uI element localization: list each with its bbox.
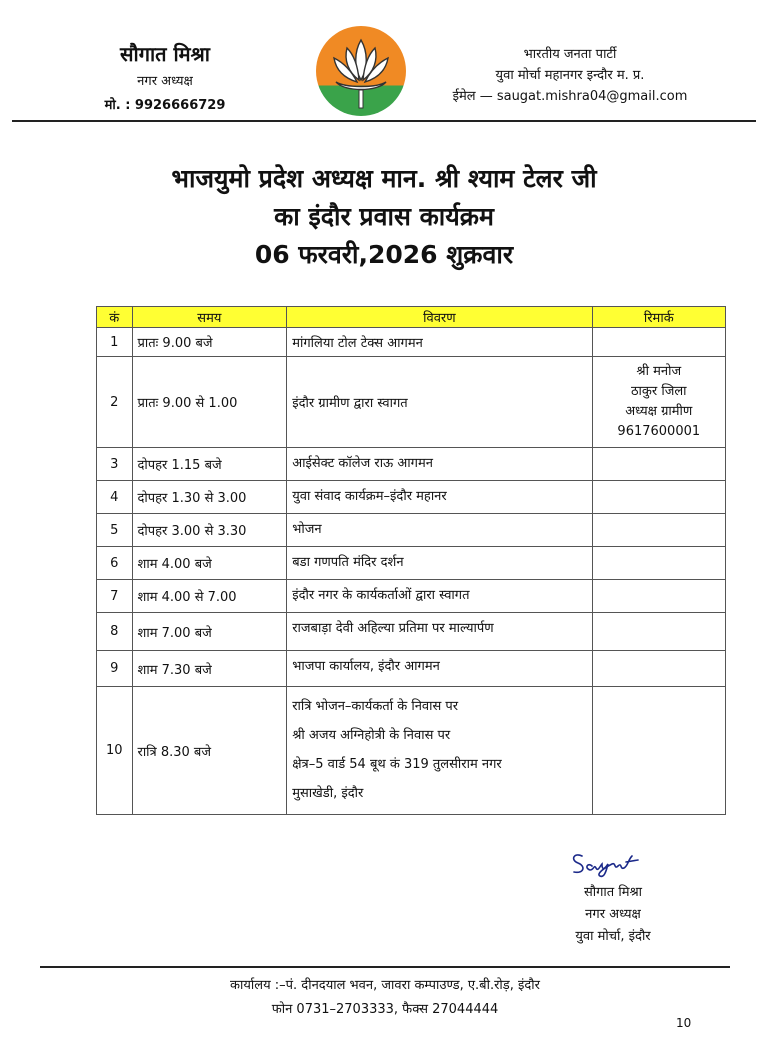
details-line: राजबाड़ा देवी अहिल्या प्रतिमा पर माल्यार्पण xyxy=(292,621,494,636)
sender-designation: नगर अध्यक्ष xyxy=(137,74,193,89)
remark-line: अध्यक्ष ग्रामीण xyxy=(625,404,693,419)
remark-line: ठाकुर जिला xyxy=(631,384,687,399)
row-serial: 6 xyxy=(97,547,133,580)
lotus-icon xyxy=(316,26,406,116)
details-line: भाजपा कार्यालय, इंदौर आगमन xyxy=(292,659,440,674)
row-serial: 4 xyxy=(97,481,133,514)
row-details xyxy=(287,580,592,613)
row-remark xyxy=(592,651,725,687)
details-line: श्री अजय अग्निहोत्री के निवास पर xyxy=(292,728,451,743)
remark-line: 9617600001 xyxy=(617,424,701,439)
row-details xyxy=(287,448,592,481)
row-details xyxy=(287,357,592,448)
sender-block xyxy=(60,40,270,113)
table-row xyxy=(97,547,726,580)
handwritten-signature xyxy=(568,846,658,880)
title-line-3: 06 फरवरी,2026 शुक्रवार xyxy=(254,240,514,269)
org-unit: युवा मोर्चा महानगर इन्दौर म. प्र. xyxy=(495,68,645,83)
row-time: शाम 7.00 बजे xyxy=(132,613,287,651)
table-row xyxy=(97,580,726,613)
details-line: क्षेत्र–5 वार्ड 54 बूथ कं 319 तुलसीराम नगर xyxy=(292,757,502,772)
table-row xyxy=(97,687,726,815)
row-remark xyxy=(592,613,725,651)
row-remark xyxy=(592,580,725,613)
footer xyxy=(40,974,730,1022)
title-line-1: भाजयुमो प्रदेश अध्यक्ष मान. श्री श्याम टेलर जी xyxy=(171,164,597,193)
details-line: रात्रि भोजन–कार्यकर्ता के निवास पर xyxy=(292,699,459,714)
row-details xyxy=(287,651,592,687)
table-row xyxy=(97,481,726,514)
row-remark xyxy=(592,481,725,514)
details-line: बडा गणपति मंदिर दर्शन xyxy=(292,555,404,570)
details-line: इंदौर नगर के कार्यकर्ताओं द्वारा स्वागत xyxy=(292,588,470,603)
row-remark xyxy=(592,357,725,448)
table-body xyxy=(97,328,726,815)
table-row xyxy=(97,651,726,687)
row-serial: 5 xyxy=(97,514,133,547)
details-line: युवा संवाद कार्यक्रम–इंदौर महानर xyxy=(292,489,447,504)
row-time: शाम 4.00 से 7.00 xyxy=(132,580,287,613)
document-title xyxy=(20,160,748,274)
header-remark: रिमार्क xyxy=(592,307,725,328)
table-header-row xyxy=(97,307,726,328)
row-remark xyxy=(592,328,725,357)
row-details xyxy=(287,481,592,514)
org-email: ईमेल — saugat.mishra04@gmail.com xyxy=(452,89,688,104)
row-remark xyxy=(592,687,725,815)
table-row xyxy=(97,328,726,357)
row-time: शाम 7.30 बजे xyxy=(132,651,287,687)
row-time: शाम 4.00 बजे xyxy=(132,547,287,580)
org-name: भारतीय जनता पार्टी xyxy=(523,47,617,62)
schedule-table xyxy=(96,306,726,815)
row-details xyxy=(287,547,592,580)
details-line: आईसेक्ट कॉलेज राऊ आगमन xyxy=(292,456,433,471)
row-serial: 10 xyxy=(97,687,133,815)
details-line: मांगलिया टोल टेक्स आगमन xyxy=(292,336,423,351)
row-time: प्रातः 9.00 बजे xyxy=(132,328,287,357)
header-divider xyxy=(12,120,756,122)
signatory-name: सौगात मिश्रा xyxy=(583,885,643,900)
header-details: विवरण xyxy=(287,307,592,328)
row-serial: 2 xyxy=(97,357,133,448)
details-line: मुसाखेडी, इंदौर xyxy=(292,786,364,801)
row-details xyxy=(287,613,592,651)
footer-divider xyxy=(40,966,730,968)
row-remark xyxy=(592,514,725,547)
table-row xyxy=(97,514,726,547)
signatory-designation: नगर अध्यक्ष xyxy=(585,907,641,922)
row-serial: 9 xyxy=(97,651,133,687)
signature-block xyxy=(548,846,678,948)
header-time: समय xyxy=(132,307,287,328)
organization-block xyxy=(430,44,710,107)
row-time: प्रातः 9.00 से 1.00 xyxy=(132,357,287,448)
bjp-lotus-logo xyxy=(316,26,406,116)
row-details xyxy=(287,328,592,357)
row-remark xyxy=(592,448,725,481)
row-serial: 1 xyxy=(97,328,133,357)
row-time: दोपहर 1.15 बजे xyxy=(132,448,287,481)
row-details xyxy=(287,687,592,815)
signatory-unit: युवा मोर्चा, इंदौर xyxy=(575,929,651,944)
details-line: भोजन xyxy=(292,522,322,537)
row-serial: 8 xyxy=(97,613,133,651)
sender-phone: मो. : 9926666729 xyxy=(104,98,226,113)
row-serial: 7 xyxy=(97,580,133,613)
row-time: रात्रि 8.30 बजे xyxy=(132,687,287,815)
remark-line: श्री मनोज xyxy=(636,364,682,379)
header-serial: कं xyxy=(97,307,133,328)
details-line: इंदौर ग्रामीण द्वारा स्वागत xyxy=(292,396,408,411)
title-line-2: का इंदौर प्रवास कार्यक्रम xyxy=(274,202,494,231)
row-serial: 3 xyxy=(97,448,133,481)
row-details xyxy=(287,514,592,547)
row-time: दोपहर 3.00 से 3.30 xyxy=(132,514,287,547)
sender-name: सौगात मिश्रा xyxy=(120,42,210,66)
page-number: 10 xyxy=(676,1016,692,1030)
table-row xyxy=(97,613,726,651)
table-row xyxy=(97,448,726,481)
row-time: दोपहर 1.30 से 3.00 xyxy=(132,481,287,514)
footer-contact: फोन 0731–2703333, फैक्स 27044444 xyxy=(271,1002,499,1017)
table-row xyxy=(97,357,726,448)
row-remark xyxy=(592,547,725,580)
footer-address: कार्यालय :–पं. दीनदयाल भवन, जावरा कम्पाउण्ड, ए.बी.रोड़, इंदौर xyxy=(230,978,540,993)
